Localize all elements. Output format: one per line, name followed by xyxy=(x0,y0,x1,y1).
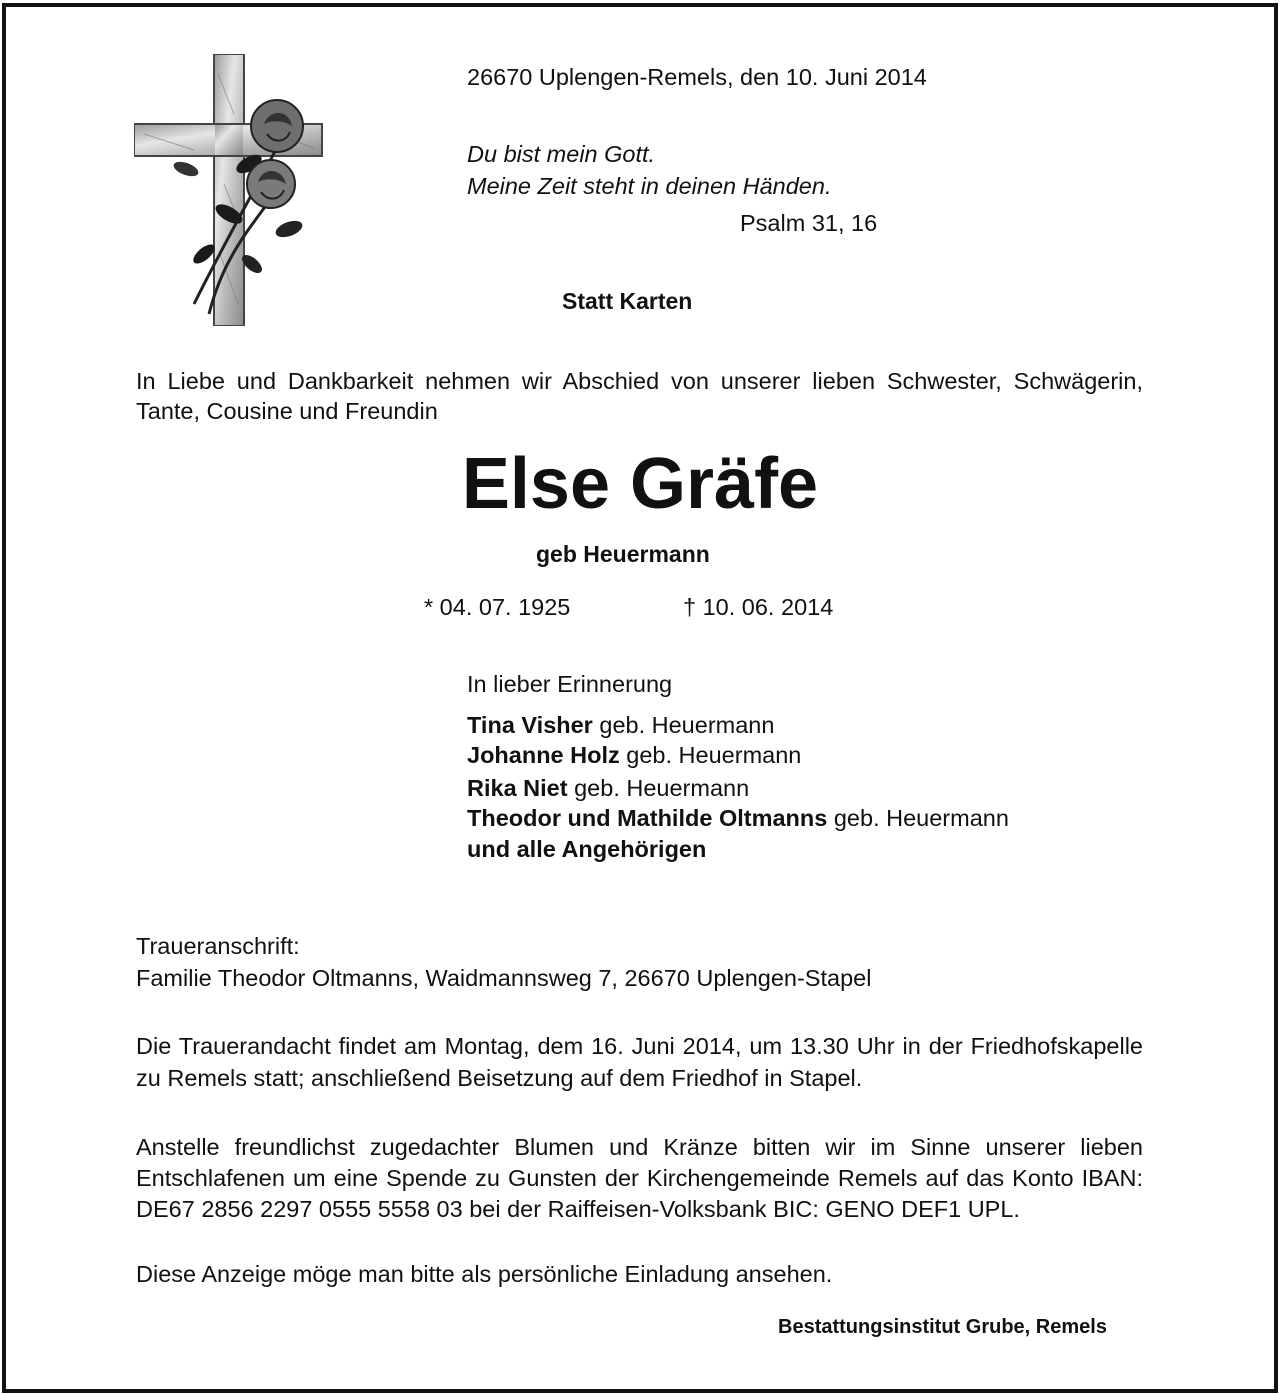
statt-karten-label: Statt Karten xyxy=(562,288,693,314)
verse-line-1: Du bist mein Gott. xyxy=(467,141,656,167)
birth-date: * 04. 07. 1925 xyxy=(424,594,571,620)
place-and-date: 26670 Uplengen-Remels, den 10. Juni 2014 xyxy=(467,64,927,90)
mourner-name: Johanne Holz xyxy=(467,742,620,768)
verse-line-2: Meine Zeit steht in deinen Händen. xyxy=(467,173,832,199)
mourners-heading: In lieber Erinnerung xyxy=(467,671,673,697)
verse-source: Psalm 31, 16 xyxy=(740,210,878,236)
address-value: Familie Theodor Oltmanns, Waidmannsweg 7, 26670 Uplengen-Stapel xyxy=(136,965,872,991)
mourner-item xyxy=(467,777,749,801)
undertaker-label: Bestattungsinstitut Grube, Remels xyxy=(778,1316,1107,1338)
mourner-suffix: geb. Heuermann xyxy=(592,712,775,738)
mourner-item xyxy=(467,807,1009,831)
address-label: Traueranschrift: xyxy=(136,933,300,959)
death-date: † 10. 06. 2014 xyxy=(683,594,834,620)
mourner-suffix: geb. Heuermann xyxy=(619,742,802,768)
mourner-name: Theodor und Mathilde Oltmanns xyxy=(467,805,828,831)
mourner-name: Rika Niet xyxy=(467,775,568,801)
cross-with-roses-icon xyxy=(134,54,324,326)
mourner-item xyxy=(467,838,706,862)
mourner-suffix: geb. Heuermann xyxy=(567,775,750,801)
invitation-text: Diese Anzeige möge man bitte als persönliche Einladung ansehen. xyxy=(136,1261,833,1287)
mourner-suffix: geb. Heuermann xyxy=(827,805,1009,831)
mourner-name: und alle Angehörigen xyxy=(467,836,707,862)
maiden-name: geb Heuermann xyxy=(536,541,710,567)
deceased-name: Else Gräfe xyxy=(461,444,819,524)
intro-text: In Liebe und Dankbarkeit nehmen wir Abschied von unserer lieben Schwester, Schwägerin, Tante, Cousine und Freundin xyxy=(136,368,1143,424)
mourner-name: Tina Visher xyxy=(467,712,593,738)
mourner-item xyxy=(467,714,774,738)
service-text: Die Trauerandacht findet am Montag, dem 16. Juni 2014, um 13.30 Uhr in der Friedhofskapelle zu Remels statt; anschließend Beisetzung auf dem Friedhof in Stapel. xyxy=(136,1033,1143,1091)
donation-text: Anstelle freundlichst zugedachter Blumen und Kränze bitten wir im Sinne unserer lieben Entschlafenen um eine Spende zu Gunsten der Kirchengemeinde Remels auf das Konto IBAN: DE67 2856 2297 0555 5558 03 bei der Raiffeisen-Volksbank BIC: GENO DEF1 UPL. xyxy=(136,1134,1143,1222)
mourner-item xyxy=(467,744,801,768)
